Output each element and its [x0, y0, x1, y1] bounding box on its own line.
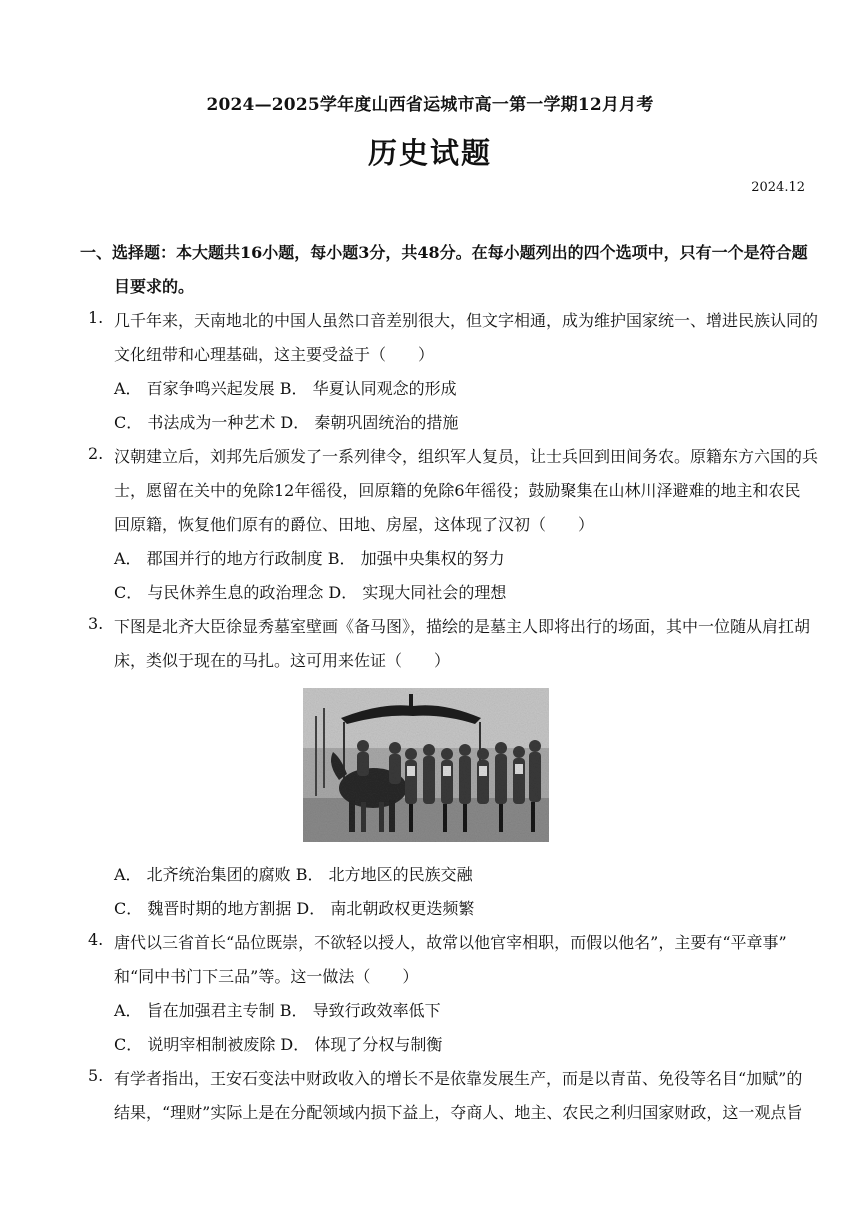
question-2-line-2: 士，愿留在关中的免除12年徭役，回原籍的免除6年徭役；鼓励聚集在山林川泽避难的地主和农民 [114, 481, 801, 500]
question-2-number: 2. [88, 444, 104, 463]
question-4-line-1: 唐代以三省首长“品位既崇，不欲轻以授人，故常以他官宰相职，而假以他名”，主要有“平章事” [114, 933, 787, 952]
section-heading-line-2: 目要求的。 [114, 277, 195, 296]
question-3-options-ab: A． 北齐统治集团的腐败 B． 北方地区的民族交融 [114, 865, 473, 884]
question-2-options-cd: C． 与民休养生息的政治理念 D． 实现大同社会的理想 [114, 583, 507, 602]
question-4-options-cd: C． 说明宰相制被废除 D． 体现了分权与制衡 [114, 1035, 443, 1054]
exam-title: 2024—2025学年度山西省运城市高一第一学期12月月考 [206, 95, 654, 115]
question-2-line-1: 汉朝建立后，刘邦先后颁发了一系列律令，组织军人复员，让士兵回到田间务农。原籍东方六国的兵 [114, 447, 819, 466]
subject-title: 历史试题 [367, 136, 492, 170]
question-4-line-2: 和“同中书门下三品”等。这一做法（ ） [114, 967, 419, 986]
question-4-number: 4. [88, 930, 104, 949]
question-4-options-ab: A． 旨在加强君主专制 B． 导致行政效率低下 [114, 1001, 441, 1020]
exam-date: 2024.12 [751, 180, 805, 195]
question-1-options-ab: A． 百家争鸣兴起发展 B． 华夏认同观念的形成 [114, 379, 457, 398]
question-5-line-1: 有学者指出，王安石变法中财政收入的增长不是依靠发展生产，而是以青苗、免役等名目“加赋”的 [114, 1069, 803, 1088]
question-1-line-2: 文化纽带和心理基础，这主要受益于（ ） [114, 345, 435, 364]
question-3-number: 3. [88, 614, 104, 633]
question-5-number: 5. [88, 1066, 104, 1085]
question-2-line-3: 回原籍，恢复他们原有的爵位、田地、房屋，这体现了汉初（ ） [114, 515, 595, 534]
question-3-options-cd: C． 魏晋时期的地方割据 D． 南北朝政权更迭频繁 [114, 899, 475, 918]
question-2-options-ab: A． 郡国并行的地方行政制度 B． 加强中央集权的努力 [114, 549, 505, 568]
section-heading-line-1: 一、选择题：本大题共16小题，每小题3分，共48分。在每小题列出的四个选项中，只有一个是符合题 [80, 243, 808, 262]
question-1-number: 1. [88, 308, 104, 327]
question-3-line-2: 床，类似于现在的马扎。这可用来佐证（ ） [114, 651, 451, 670]
question-5-line-2: 结果，“理财”实际上是在分配领域内损下益上，夺商人、地主、农民之利归国家财政，这一观点旨 [114, 1103, 803, 1122]
question-1-options-cd: C． 书法成为一种艺术 D． 秦朝巩固统治的措施 [114, 413, 459, 432]
question-1-line-1: 几千年来，天南地北的中国人虽然口音差别很大，但文字相通，成为维护国家统一、增进民族认同的 [114, 311, 819, 330]
mural-painting-image [303, 688, 549, 842]
question-3-line-1: 下图是北齐大臣徐显秀墓室壁画《备马图》，描绘的是墓主人即将出行的场面，其中一位随从肩扛胡 [114, 617, 811, 636]
